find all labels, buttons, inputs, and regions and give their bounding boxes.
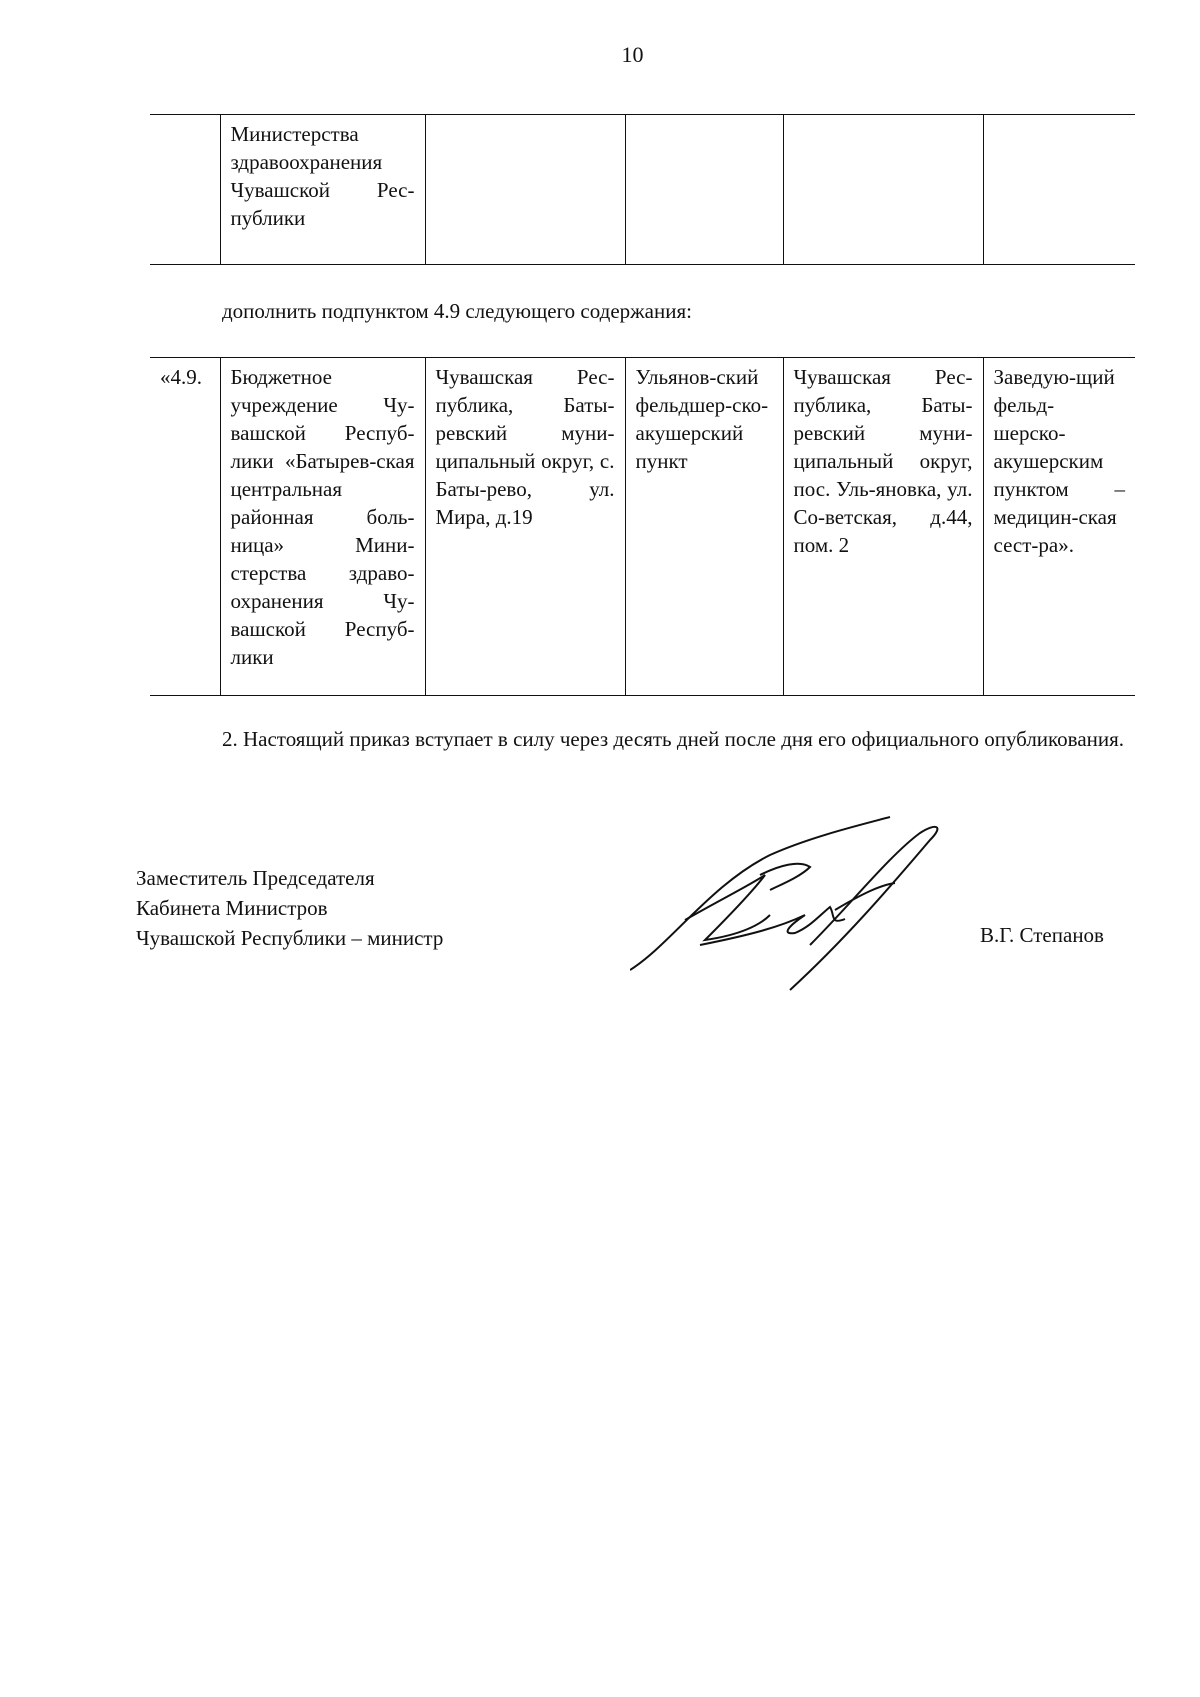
cell-institution-address: Чувашская Рес-публика, Баты-ревский муни-ципальный округ, с. Баты-рево, ул. Мира, д.19 [425,358,625,696]
signer-position-line: Чувашской Республики – министр [136,926,444,950]
cell-institution: Бюджетное учреждение Чу-вашской Респуб-лики «Батырев-ская центральная районная боль-ница» Мини-стерства здраво-охранения Чу-вашской Респуб-лики [220,358,425,696]
cell-institution: Министерства здравоохранения Чувашской Рес-публики [220,115,425,265]
cell-position: Заведую-щий фельд-шерско-акушерским пунктом – медицин-ская сест-ра». [983,358,1135,696]
cell-number: «4.9. [150,358,220,696]
signer-position-line: Кабинета Министров [136,896,328,920]
signer-position [136,863,443,953]
signer-position-line: Заместитель Председателя [136,866,375,890]
cell-institution-address [425,115,625,265]
table-subitem-4-9 [150,357,1135,696]
cell-unit-name [625,115,783,265]
cell-number [150,115,220,265]
cell-unit-name: Ульянов-ский фельдшер-ско-акушерский пункт [625,358,783,696]
signer-name: В.Г. Степанов [980,923,1104,947]
clause-2-paragraph: 2. Настоящий приказ вступает в силу через десять дней после дня его официального опубликования. [222,727,1125,751]
table-row [150,115,1135,265]
table-continuation [150,114,1135,265]
intro-paragraph: дополнить подпунктом 4.9 следующего содержания: [222,299,692,323]
table-row [150,358,1135,696]
cell-unit-address: Чувашская Рес-публика, Баты-ревский муни-ципальный округ, пос. Уль-яновка, ул. Со-ветская, д.44, пом. 2 [783,358,983,696]
cell-unit-address [783,115,983,265]
handwritten-signature [630,815,990,995]
page-number: 10 [621,42,644,67]
cell-position [983,115,1135,265]
